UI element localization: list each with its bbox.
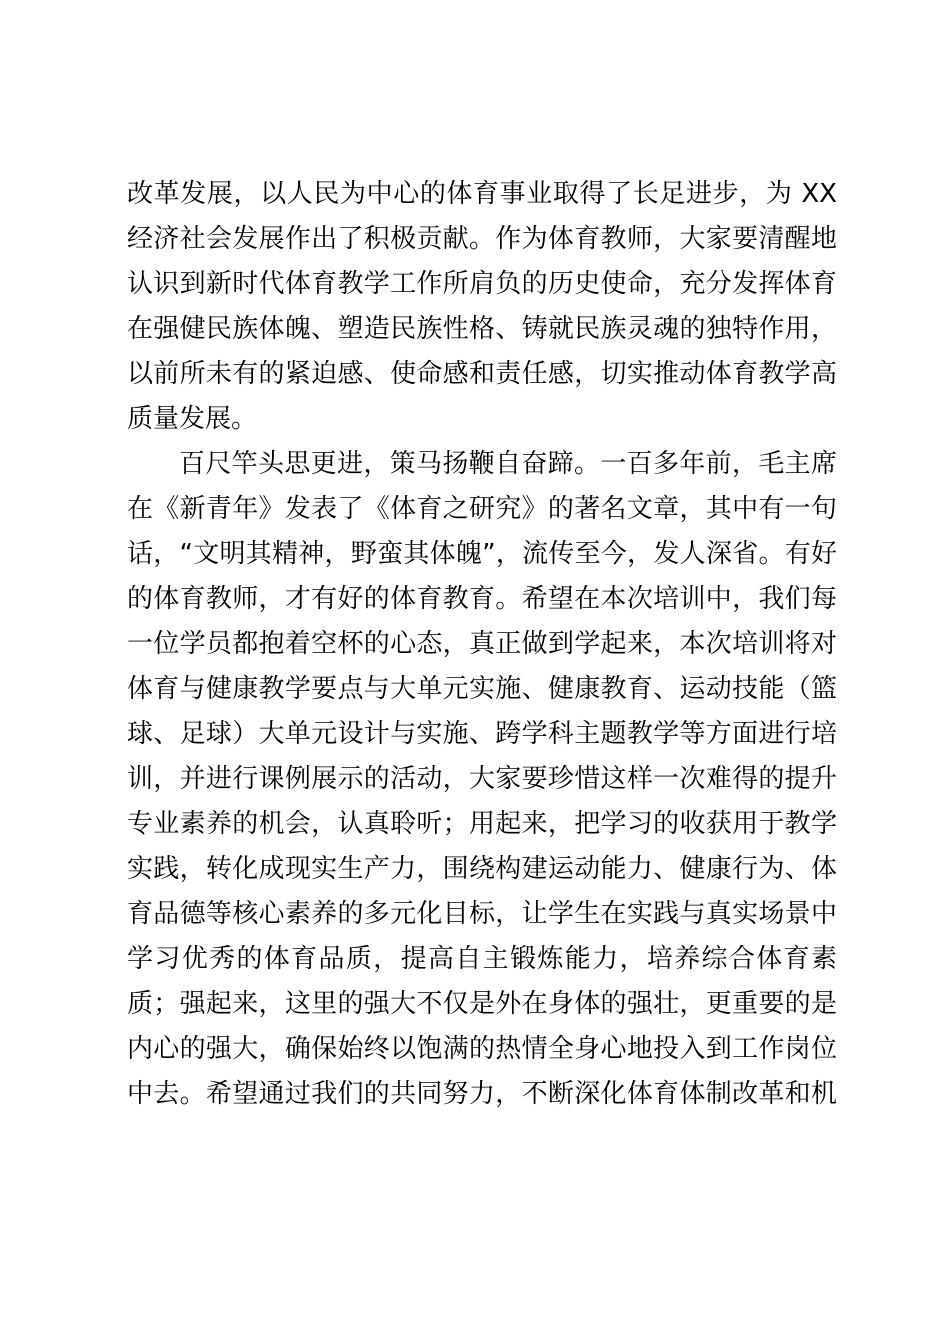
paragraph-line: 中去。希望通过我们的共同努力，不断深化体育体制改革和机 — [127, 1079, 837, 1109]
paragraph-line: 一位学员都抱着空杯的心态，真正做到学起来，本次培训将对 — [127, 629, 837, 659]
paragraph-line: 专业素养的机会，认真聆听；用起来，把学习的收获用于教学 — [127, 809, 837, 839]
paragraph-line: 质量发展。 — [127, 404, 258, 434]
paragraph-line: 改革发展，以人民为中心的体育事业取得了长足进步，为 XX — [127, 179, 837, 209]
paragraph-line: 育品德等核心素养的多元化目标，让学生在实践与真实场景中 — [127, 899, 837, 929]
paragraph-line: 在《新青年》发表了《体育之研究》的著名文章，其中有一句 — [127, 494, 837, 524]
paragraph-line: 学习优秀的体育品质，提高自主锻炼能力，培养综合体育素 — [127, 944, 837, 974]
paragraph-line: 训，并进行课例展示的活动，大家要珍惜这样一次难得的提升 — [127, 764, 837, 794]
paragraph-line: 在强健民族体魄、塑造民族性格、铸就民族灵魂的独特作用， — [127, 314, 837, 344]
paragraph-line: 百尺竿头思更进，策马扬鞭自奋蹄。一百多年前，毛主席 — [179, 449, 837, 479]
paragraph-line: 质；强起来，这里的强大不仅是外在身体的强壮，更重要的是 — [127, 989, 837, 1019]
paragraph-line: 的体育教师，才有好的体育教育。希望在本次培训中，我们每 — [127, 584, 837, 614]
paragraph-line: 体育与健康教学要点与大单元实施、健康教育、运动技能（篮 — [127, 674, 837, 704]
paragraph-line: 认识到新时代体育教学工作所肩负的历史使命，充分发挥体育 — [127, 269, 837, 299]
paragraph-line: 球、足球）大单元设计与实施、跨学科主题教学等方面进行培 — [127, 719, 837, 749]
paragraph-line: 实践，转化成现实生产力，围绕构建运动能力、健康行为、体 — [127, 854, 837, 884]
paragraph-line: 经济社会发展作出了积极贡献。作为体育教师，大家要清醒地 — [127, 224, 837, 254]
body-text — [127, 172, 837, 1117]
paragraph-line: 以前所未有的紧迫感、使命感和责任感，切实推动体育教学高 — [127, 359, 837, 389]
paragraph-line: 话，“文明其精神，野蛮其体魄”，流传至今，发人深省。有好 — [127, 539, 837, 569]
paragraph-line: 内心的强大，确保始终以饱满的热情全身心地投入到工作岗位 — [127, 1034, 837, 1064]
